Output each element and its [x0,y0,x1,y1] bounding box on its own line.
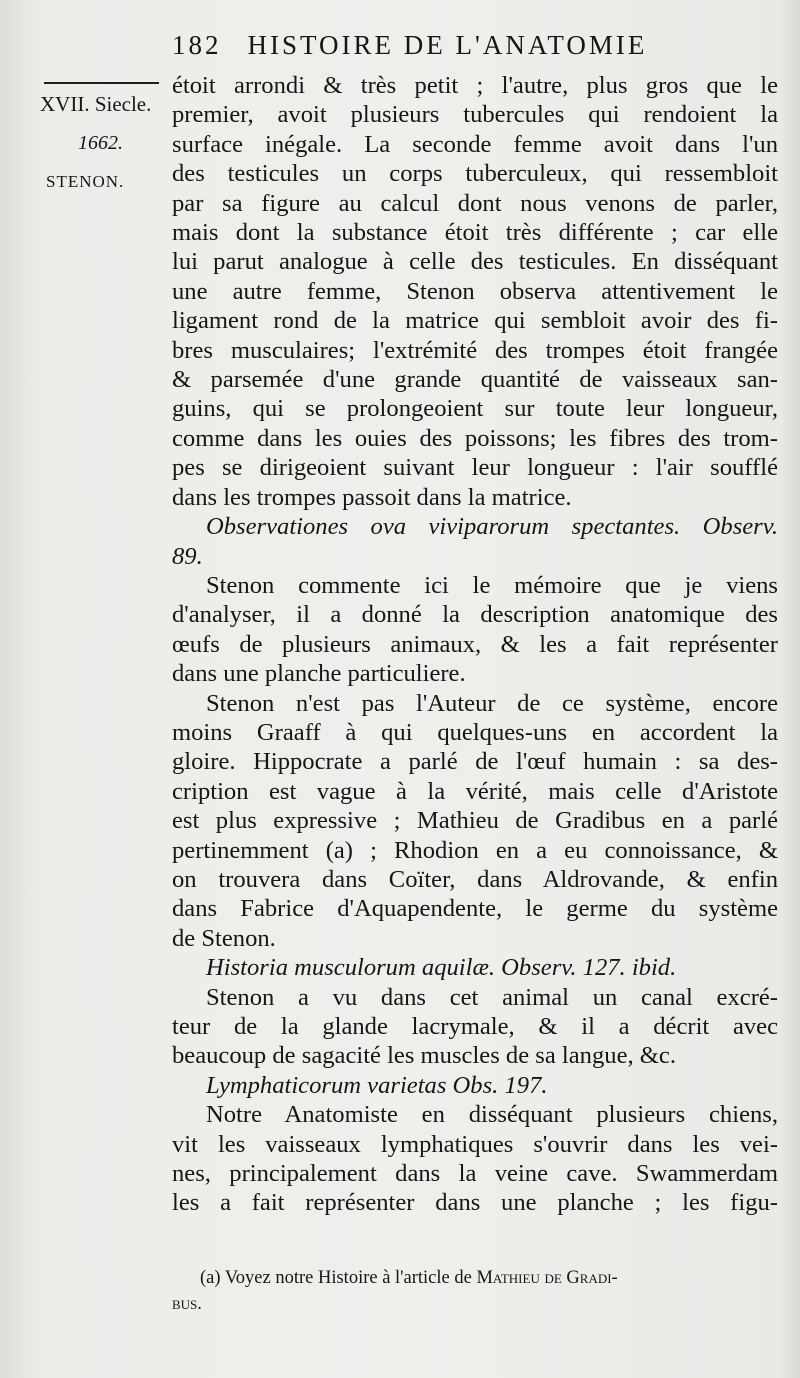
footnote-text: (a) Voyez notre Histoire à l'article de [200,1268,477,1288]
text-line: de Stenon. [172,924,276,952]
text-line: étoit arrondi & très petit ; l'autre, plus gros que le [172,72,778,99]
text-line: lui parut analogue à celle des testicules. En disséquant [172,248,778,276]
text-line: ligament rond de la matrice qui sembloit avoir des fi- [172,307,778,335]
footnote-author: Mathieu de Gradi- [476,1268,618,1288]
text-line: dans les trompes passoit dans la matrice. [172,483,572,511]
text-line: est plus expressive ; Mathieu de Gradibus en a parlé [172,807,778,835]
text-line: guins, qui se prolongeoient sur toute leur longueur, [172,395,778,423]
text-line: teur de la glande lacrymale, & il a décrit avec [172,1013,778,1040]
text-line: pertinemment (a) ; Rhodion en a eu connoissance, & [172,836,778,864]
body-text [172,71,778,1218]
text-line: & parsemée d'une grande quantité de vaisseaux san- [172,366,778,394]
text-line: comme dans les ouies des poissons; les fibres des trom- [172,424,778,452]
text-line: œufs de plusieurs animaux, & les a fait représenter [172,630,778,658]
text-line: dans Fabrice d'Aquapendente, le germe du système [172,895,778,923]
text-line: mais dont la substance étoit très différente ; car elle [172,219,778,247]
text-line: dans une planche particuliere. [172,660,466,688]
text-line: on trouvera dans Coïter, dans Aldrovande, & enfin [172,865,778,893]
text-line: Historia musculorum aquilæ. Observ. 127. ibid. [206,954,677,982]
text-line: bres musculaires; l'extrémité des trompes étoit frangée [172,336,778,364]
text-line: Lymphaticorum varietas Obs. 197. [206,1071,548,1099]
margin-century: XVII. Siecle. [40,92,152,116]
text-line: des testicules un corps tuberculeux, qui ressembloit [172,160,778,188]
text-line: d'analyser, il a donné la description anatomique des [172,601,778,629]
text-line: cription est vague à la vérité, mais celle d'Aristote [172,777,778,805]
text-line: les a fait représenter dans une planche ; les figu- [172,1189,778,1217]
text-line: pes se dirigeoient suivant leur longueur : l'air soufflé [172,454,778,482]
text-line: une autre femme, Stenon observa attentivement le [172,277,778,305]
margin-name: STENON. [46,172,125,191]
text-line: par sa figure au calcul dont nous venons de parler, [172,189,778,217]
running-head [172,30,772,61]
text-line: gloire. Hippocrate a parlé de l'œuf humain : sa des- [172,748,778,776]
running-title: HISTOIRE DE L'ANATOMIE [247,30,648,60]
text-line: 89. [172,542,203,570]
text-line: beaucoup de sagacité les muscles de sa langue, &c. [172,1042,676,1070]
text-line: Notre Anatomiste en disséquant plusieurs chiens, [206,1101,778,1129]
footnote-line [172,1265,778,1291]
margin-year: 1662. [78,132,123,154]
text-line: premier, avoit plusieurs tubercules qui rendoient la [172,101,778,129]
text-line: surface inégale. La seconde femme avoit dans l'un [172,130,778,158]
page-number: 182 [172,30,222,60]
text-line: vit les vaisseaux lymphatiques s'ouvrir dans les vei- [172,1130,778,1158]
text-line: Stenon commente ici le mémoire que je viens [206,571,778,599]
text-line: Stenon n'est pas l'Auteur de ce système, encore [206,689,778,717]
text-line: moins Graaff à qui quelques-uns en accordent la [172,718,778,746]
footnote-line: bus. [172,1294,202,1314]
footnote [172,1265,778,1317]
text-line: Stenon a vu dans cet animal un canal excré- [206,983,778,1011]
margin-rule [44,82,159,84]
text-line: Observationes ova viviparorum spectantes. Observ. [206,513,778,541]
text-line: nes, principalement dans la veine cave. Swammerdam [172,1160,778,1188]
